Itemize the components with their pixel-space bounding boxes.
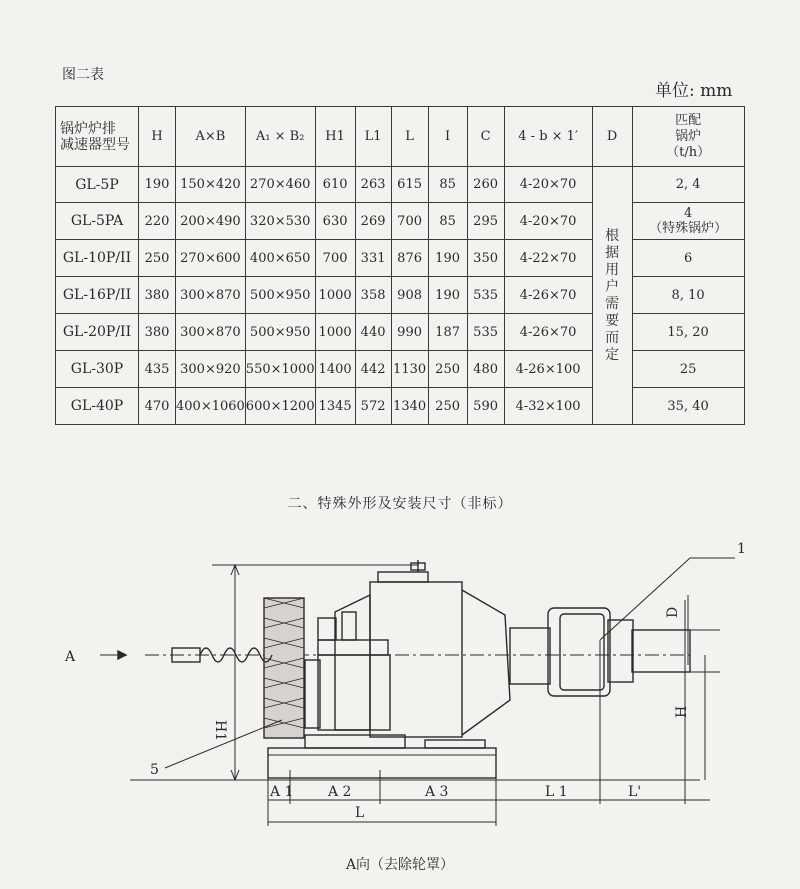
cell-c: 260 — [467, 167, 504, 203]
table-body — [56, 167, 745, 425]
header-boiler — [632, 107, 744, 167]
table-row — [56, 240, 745, 277]
cell-c: 350 — [467, 240, 504, 277]
cell-model: GL-30P — [56, 351, 139, 388]
cell-a1xb2: 500×950 — [245, 314, 315, 351]
cell-h1: 630 — [315, 203, 355, 240]
table-row — [56, 388, 745, 425]
cell-i: 250 — [428, 388, 467, 425]
cell-l1: 358 — [355, 277, 391, 314]
base-plate — [268, 748, 496, 778]
cell-model: GL-10P/II — [56, 240, 139, 277]
header-boiler-line2: 锅炉 — [675, 128, 702, 144]
cell-l: 990 — [391, 314, 428, 351]
cell-h: 435 — [139, 351, 176, 388]
cell-axb: 270×600 — [176, 240, 246, 277]
handwheel — [264, 598, 304, 738]
header-boiler-line1: 匹配 — [675, 112, 702, 128]
cell-h: 250 — [139, 240, 176, 277]
gearbox — [370, 582, 462, 737]
header-row — [56, 107, 745, 167]
d-note-text: 根据用户需要而定 — [605, 227, 620, 363]
cell-i: 250 — [428, 351, 467, 388]
label-h: H — [674, 705, 690, 718]
label-l: L — [355, 805, 365, 821]
cell-c: 295 — [467, 203, 504, 240]
cell-d-note — [592, 167, 632, 425]
header-a1xb2: A₁ × B₂ — [245, 107, 315, 167]
cell-l: 1130 — [391, 351, 428, 388]
cell-bolt: 4-26×70 — [504, 314, 592, 351]
cell-a1xb2: 320×530 — [245, 203, 315, 240]
header-bolt: 4 - b × 1′ — [504, 107, 592, 167]
cell-h1: 1000 — [315, 314, 355, 351]
cell-model: GL-16P/II — [56, 277, 139, 314]
label-d: D — [665, 606, 681, 618]
cell-boiler: 4 （特殊锅炉） — [632, 203, 744, 240]
header-model-line2: 减速器型号 — [60, 136, 130, 153]
table-row — [56, 203, 745, 240]
cell-h: 190 — [139, 167, 176, 203]
cell-bolt: 4-32×100 — [504, 388, 592, 425]
cell-l1: 572 — [355, 388, 391, 425]
table-row — [56, 277, 745, 314]
cell-bolt: 4-22×70 — [504, 240, 592, 277]
cell-l: 876 — [391, 240, 428, 277]
cell-h1: 700 — [315, 240, 355, 277]
reducer-foot — [425, 740, 485, 748]
cell-h: 380 — [139, 277, 176, 314]
cell-model: GL-40P — [56, 388, 139, 425]
figure-caption: 图二表 — [62, 67, 104, 83]
cell-i: 85 — [428, 167, 467, 203]
unit-label: 单位: mm — [655, 81, 733, 101]
output-shaft — [510, 628, 550, 684]
cell-a1xb2: 400×650 — [245, 240, 315, 277]
cell-boiler: 35, 40 — [632, 388, 744, 425]
cell-l: 700 — [391, 203, 428, 240]
label-a3: A 3 — [425, 784, 449, 800]
cell-h: 470 — [139, 388, 176, 425]
cell-l: 1340 — [391, 388, 428, 425]
header-l1: L1 — [355, 107, 391, 167]
cell-axb: 300×870 — [176, 277, 246, 314]
cell-bolt: 4-20×70 — [504, 203, 592, 240]
cell-i: 190 — [428, 277, 467, 314]
cell-model: GL-5P — [56, 167, 139, 203]
cell-c: 590 — [467, 388, 504, 425]
cell-c: 535 — [467, 314, 504, 351]
cell-boiler: 25 — [632, 351, 744, 388]
cell-i: 85 — [428, 203, 467, 240]
table-row — [56, 314, 745, 351]
cell-h: 380 — [139, 314, 176, 351]
header-model-line1: 锅炉炉排 — [60, 120, 116, 137]
coupling — [548, 608, 610, 696]
label-view-a: A — [65, 649, 76, 665]
cell-boiler: 15, 20 — [632, 314, 744, 351]
header-l: L — [391, 107, 428, 167]
cell-bolt: 4-20×70 — [504, 167, 592, 203]
cell-c: 480 — [467, 351, 504, 388]
cell-a1xb2: 550×1000 — [245, 351, 315, 388]
cell-axb: 400×1060 — [176, 388, 246, 425]
spec-table — [55, 106, 745, 425]
cell-model: GL-20P/II — [56, 314, 139, 351]
label-h1: H1 — [212, 720, 228, 742]
cell-h: 220 — [139, 203, 176, 240]
header-boiler-line3: （t/h） — [666, 144, 711, 160]
label-l1: L 1 — [545, 784, 568, 800]
table-row — [56, 351, 745, 388]
cell-axb: 300×920 — [176, 351, 246, 388]
cell-a1xb2: 500×950 — [245, 277, 315, 314]
header-h: H — [139, 107, 176, 167]
cell-boiler: 8, 10 — [632, 277, 744, 314]
cell-boiler: 6 — [632, 240, 744, 277]
cell-h1: 1400 — [315, 351, 355, 388]
header-model — [56, 107, 139, 167]
cell-l: 908 — [391, 277, 428, 314]
cell-h1: 1345 — [315, 388, 355, 425]
cell-axb: 200×490 — [176, 203, 246, 240]
label-a2: A 2 — [328, 784, 352, 800]
header-d: D — [592, 107, 632, 167]
cell-i: 187 — [428, 314, 467, 351]
spring — [200, 648, 272, 662]
label-part-1: 1 — [737, 541, 746, 557]
cell-a1xb2: 270×460 — [245, 167, 315, 203]
cell-bolt: 4-26×70 — [504, 277, 592, 314]
cell-l1: 269 — [355, 203, 391, 240]
label-l-prime: L' — [628, 784, 642, 800]
cell-boiler: 2, 4 — [632, 167, 744, 203]
table-row — [56, 167, 745, 203]
header-h1: H1 — [315, 107, 355, 167]
cell-h1: 610 — [315, 167, 355, 203]
header-i: I — [428, 107, 467, 167]
installation-drawing — [0, 520, 800, 850]
view-caption: A向（去除轮罩） — [345, 857, 455, 873]
header-c: C — [467, 107, 504, 167]
gearbox-front — [335, 595, 370, 730]
cell-a1xb2: 600×1200 — [245, 388, 315, 425]
cell-axb: 300×870 — [176, 314, 246, 351]
cell-i: 190 — [428, 240, 467, 277]
cell-c: 535 — [467, 277, 504, 314]
section-title: 二、特殊外形及安装尺寸（非标） — [287, 496, 513, 512]
cell-h1: 1000 — [315, 277, 355, 314]
cell-l1: 331 — [355, 240, 391, 277]
label-part-5: 5 — [150, 762, 159, 778]
motor — [318, 655, 390, 730]
label-a1: A 1 — [270, 784, 294, 800]
stoker-shaft — [632, 630, 690, 672]
cell-l1: 442 — [355, 351, 391, 388]
cell-bolt: 4-26×100 — [504, 351, 592, 388]
cell-l1: 440 — [355, 314, 391, 351]
header-axb: A×B — [176, 107, 246, 167]
cell-l1: 263 — [355, 167, 391, 203]
cell-l: 615 — [391, 167, 428, 203]
cell-axb: 150×420 — [176, 167, 246, 203]
gearbox-side — [462, 590, 510, 735]
cell-model: GL-5PA — [56, 203, 139, 240]
